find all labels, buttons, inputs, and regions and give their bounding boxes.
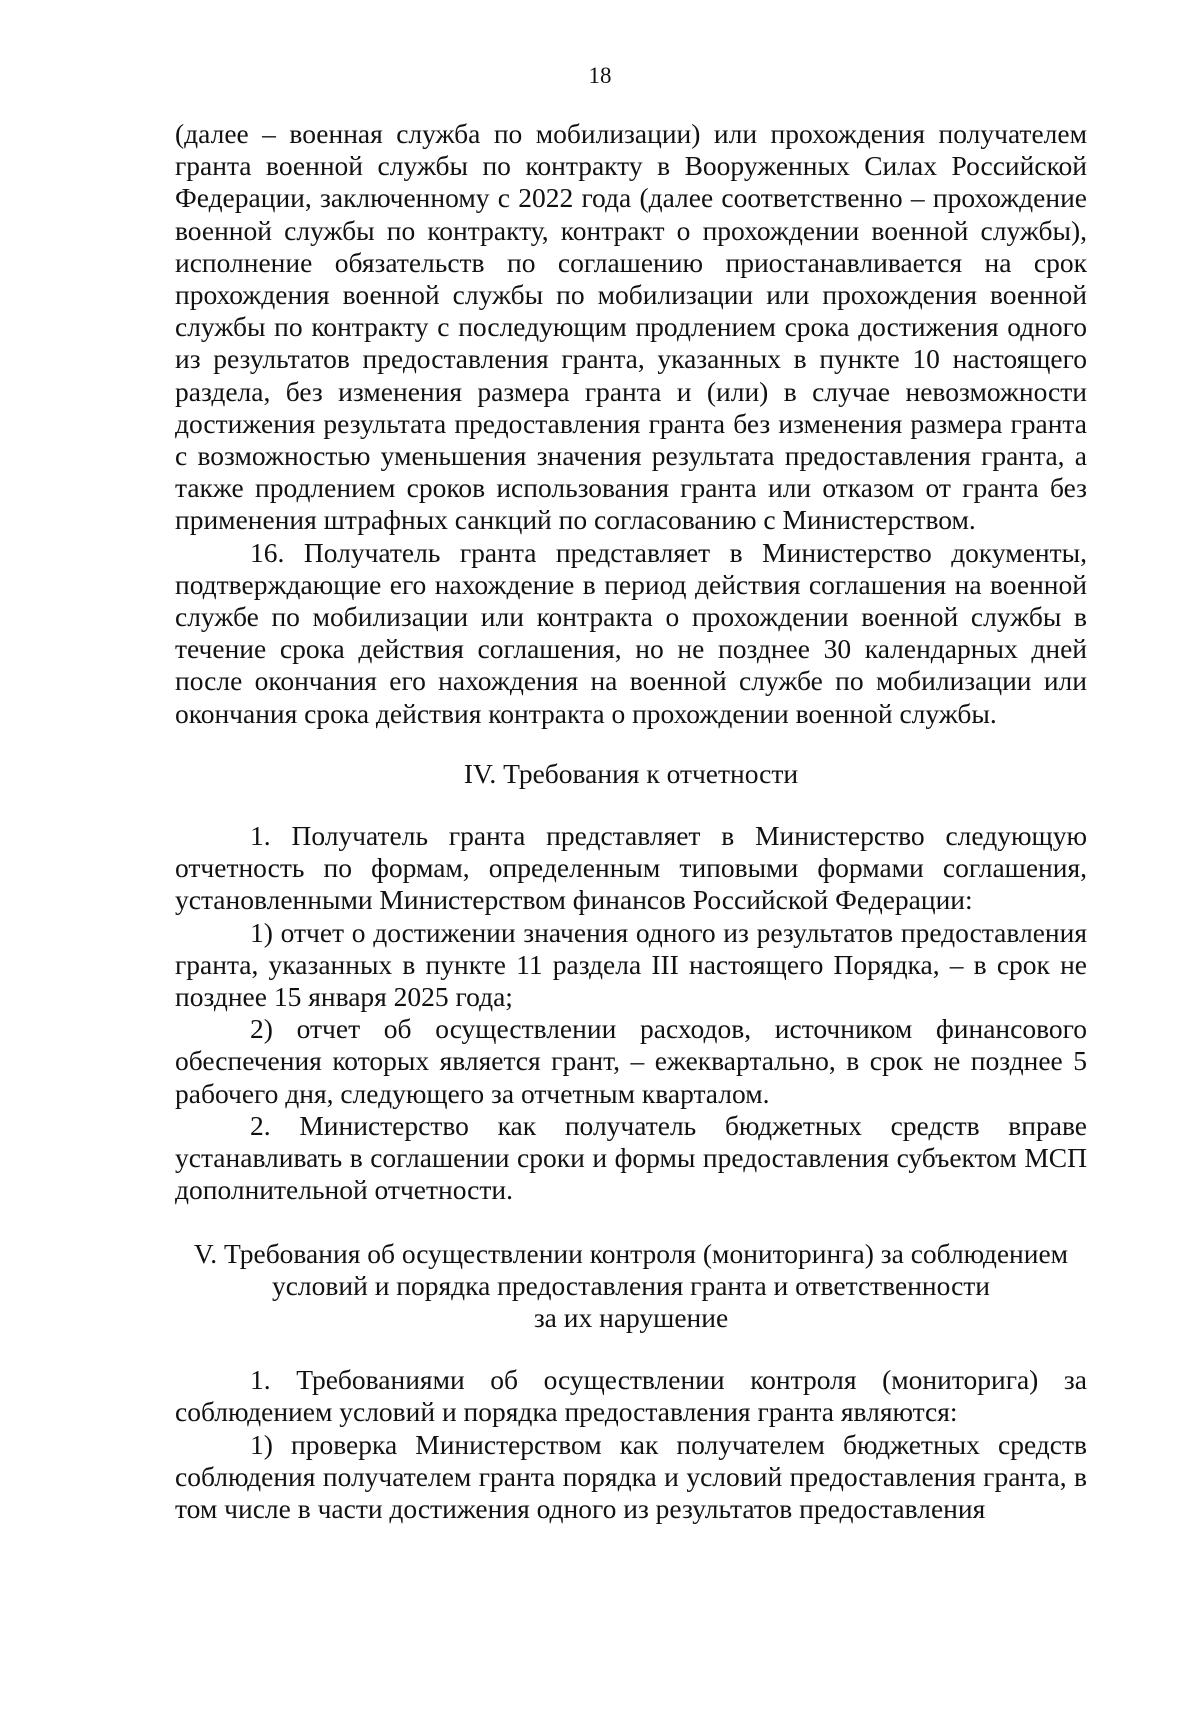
paragraph-v-1-1: 1) проверка Министерством как получателем бюджетных средств соблюдения получателем гранта порядка и условий предоставления гранта, в том числе в части достижения одного из результатов предоставления <box>175 1428 1087 1524</box>
paragraph-iv-2: 2. Министерство как получатель бюджетных средств вправе устанавливать в соглашении сроки и формы предоставления субъектом МСП дополнительной отчетности. <box>175 1109 1087 1206</box>
section-heading-v-line-2: условий и порядка предоставления гранта и ответственности <box>271 1269 991 1301</box>
paragraph-iv-1: 1. Получатель гранта представляет в Министерство следующую отчетность по формам, определенным типовыми формами соглашения, установленными Министерством финансов Российской Федерации: <box>175 820 1087 916</box>
document-body <box>175 118 1087 1525</box>
paragraph-continuation: (далее – военная служба по мобилизации) или прохождения получателем гранта военной службы по контракту в Вооруженных Силах Российской Федерации, заключенному с 2022 года (далее соответственно – прохождение военной службы по контракту, контракт о прохождении военной службы), исполнение обязательств по соглашению приостанавливается на срок прохождения военной службы по мобилизации или прохождения военной службы по контракту с последующим продлением срока достижения одного из результатов предоставления гранта, указанных в пункте 10 настоящего раздела, без изменения размера гранта и (или) в случае невозможности достижения результата предоставления гранта без изменения размера гранта с возможностью уменьшения значения результата предоставления гранта, а также продлением сроков использования гранта или отказом от гранта без применения штрафных санкций по согласованию с Министерством. <box>175 118 1087 536</box>
section-heading-v-line-3: за их нарушение <box>533 1301 729 1333</box>
section-heading-v-line-1: V. Требования об осуществлении контроля (мониторинга) за соблюдением <box>193 1237 1069 1269</box>
paragraph-item-16: 16. Получатель гранта представляет в Министерство документы, подтверждающие его нахождение в период действия соглашения на военной службе по мобилизации или контракта о прохождении военной службы в течение срока действия соглашения, но не позднее 30 календарных дней после окончания его нахождения на военной службе по мобилизации или окончания срока действия контракта о прохождении военной службы. <box>175 536 1087 729</box>
section-heading-iv <box>175 758 1087 790</box>
section-heading-v <box>175 1238 1087 1335</box>
section-heading-iv-line: IV. Требования к отчетности <box>463 757 799 789</box>
paragraph-iv-1-1: 1) отчет о достижении значения одного из результатов предоставления гранта, указанных в пункте 11 раздела III настоящего Порядка, – в срок не позднее 15 января 2025 года; <box>175 916 1087 1013</box>
paragraph-iv-1-2: 2) отчет об осуществлении расходов, источником финансового обеспечения которых является грант, – ежеквартально, в срок не позднее 5 рабочего дня, следующего за отчетным кварталом. <box>175 1013 1087 1109</box>
paragraph-v-1: 1. Требованиями об осуществлении контроля (мониторига) за соблюдением условий и порядка предоставления гранта являются: <box>175 1364 1087 1428</box>
page-number: 18 <box>588 63 612 88</box>
